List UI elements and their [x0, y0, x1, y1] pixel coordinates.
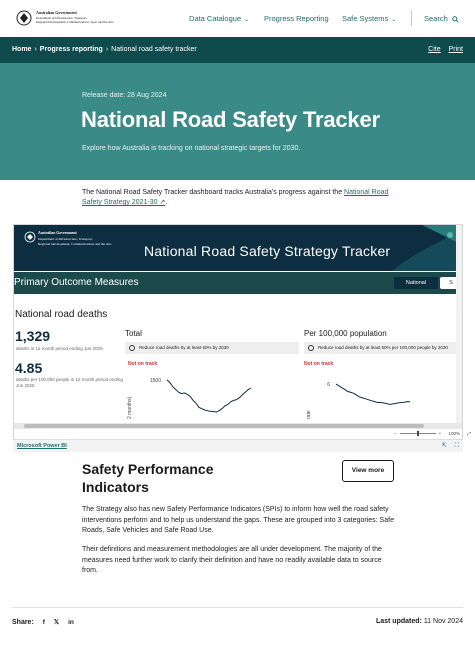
deaths-label: deaths in 12 month period ending Jun 2025	[16, 346, 103, 351]
nav-divider	[411, 10, 412, 26]
series-line	[336, 384, 410, 404]
y-tick-label: 6	[327, 382, 330, 389]
view-more-button[interactable]: View more	[342, 460, 394, 482]
y-tick-label: 1500	[149, 377, 161, 384]
gov-name: Australian Government	[36, 10, 77, 15]
fit-page-icon[interactable]: ⤢	[467, 431, 471, 436]
chevron-down-icon: ⌄	[391, 17, 397, 23]
state-toggle[interactable]: S	[440, 277, 462, 289]
deaths-value: 1,329	[15, 328, 51, 344]
page-title: National Road Safety Tracker	[81, 107, 380, 132]
zoom-slider[interactable]	[400, 433, 436, 434]
per-capita-target: Reduce road deaths by at least 50% per 100,000 people by 2030	[304, 342, 456, 354]
series-line	[167, 380, 251, 412]
dashboard-title: National Road Safety Strategy Tracker	[144, 243, 391, 259]
site-header	[0, 0, 475, 37]
per-capita-panel-title: Per 100,000 population	[304, 329, 387, 338]
zoom-in-icon[interactable]: +	[438, 431, 442, 436]
intro-text: The National Road Safety Tracker dashboard tracks Australia's progress against the National Road Safety Strategy 2021-30 ↗.	[82, 189, 389, 206]
print-link[interactable]: Print	[448, 46, 463, 53]
per-capita-status: Not on track	[304, 361, 334, 367]
measure-title: National road deaths	[15, 309, 108, 320]
breadcrumb-home[interactable]: Home	[12, 46, 32, 53]
total-target: Reduce road deaths by at least 50% by 2030	[125, 342, 299, 354]
coat-of-arms-icon	[15, 9, 33, 27]
rate-label: deaths per 100,000 people in 12 month period ending Jun 2025	[16, 377, 123, 388]
dashboard-banner: Australian Government Department of Infrastructure, Transport, Regional Development, Communications and the Arts National Road Safety Strategy Tracker	[14, 225, 462, 271]
nav-progress-reporting[interactable]: Progress Reporting	[264, 14, 329, 23]
breadcrumb	[12, 46, 197, 53]
vertical-scrollbar[interactable]	[456, 225, 462, 423]
gov-logo[interactable]	[15, 8, 125, 30]
zoom-control[interactable]	[394, 431, 471, 436]
fullscreen-icon[interactable]: ⛶	[454, 443, 459, 449]
powerbi-embed[interactable]	[13, 224, 471, 452]
release-date: Release date: 28 Aug 2024	[82, 92, 167, 99]
chevron-down-icon: ⌄	[244, 17, 250, 23]
page-actions	[420, 46, 463, 53]
horizontal-scrollbar[interactable]	[14, 423, 462, 429]
national-toggle[interactable]: National	[394, 277, 438, 289]
target-icon	[308, 345, 314, 351]
breadcrumb-bar	[0, 37, 475, 63]
spi-heading: Safety Performance Indicators	[82, 461, 214, 495]
share-bar	[12, 618, 74, 626]
search-icon	[452, 16, 459, 23]
y-axis-label: rate	[306, 410, 312, 419]
hero-banner	[0, 63, 475, 180]
spi-paragraph-2: Their definitions and measurement methodologies are all under development. The majority of the measures need further work to clarify their definition and have no readily available data to source from.	[82, 546, 382, 574]
breadcrumb-current: National road safety tracker	[111, 46, 197, 53]
powerbi-link[interactable]: Microsoft Power BI	[17, 443, 67, 449]
scrollbar-thumb[interactable]	[24, 424, 424, 428]
zoom-out-icon[interactable]: −	[394, 431, 397, 436]
dept-name: Department of Infrastructure, Transport, Regional Development, Communications, Sport and the Arts	[36, 16, 114, 24]
target-icon	[129, 345, 135, 351]
rate-value: 4.85	[15, 360, 43, 376]
last-updated: Last updated: 11 Nov 2024	[375, 618, 463, 625]
breadcrumb-separator: ›	[34, 46, 37, 53]
nav-data-catalogue[interactable]: Data Catalogue ⌄	[189, 14, 250, 23]
share-label: Share:	[12, 619, 34, 626]
y-axis-label: 2 months)	[127, 396, 133, 419]
nav-safe-systems[interactable]: Safe Systems ⌄	[342, 14, 397, 23]
zoom-knob[interactable]	[417, 431, 419, 436]
cite-link[interactable]: Cite	[428, 46, 441, 53]
facebook-icon[interactable]: f	[42, 619, 45, 626]
total-status: Not on track	[128, 361, 158, 367]
total-line-chart	[125, 371, 255, 423]
footer-divider	[12, 607, 463, 608]
coat-of-arms-icon	[24, 231, 36, 243]
zoom-level: 100%	[448, 431, 461, 436]
hero-subtitle: Explore how Australia is tracking on national strategic targets for 2030.	[82, 145, 301, 152]
external-link-icon: ↗	[157, 199, 166, 206]
breadcrumb-progress[interactable]: Progress reporting	[39, 46, 103, 53]
breadcrumb-separator: ›	[105, 46, 109, 53]
section-title: Primary Outcome Measures	[14, 277, 139, 288]
strategy-link[interactable]: National Road Safety Strategy 2021-30	[82, 189, 389, 206]
share-report-icon[interactable]: ⇱	[441, 443, 447, 449]
total-panel-title: Total	[125, 329, 142, 338]
linkedin-icon[interactable]: in	[68, 619, 74, 626]
x-twitter-icon[interactable]: 𝕏	[53, 619, 60, 626]
per-capita-line-chart	[304, 371, 414, 423]
nav-search[interactable]: Search	[424, 14, 459, 23]
section-bar	[14, 272, 462, 294]
powerbi-footer	[13, 439, 463, 452]
spi-paragraph-1: The Strategy also has new Safety Performance Indicators (SPIs) to inform how well the road safety interventions perform and to help us understand the gaps. These are grouped into 3 categories: Safe Roads, Safe Vehicles and Safe Road Use.	[82, 506, 394, 534]
